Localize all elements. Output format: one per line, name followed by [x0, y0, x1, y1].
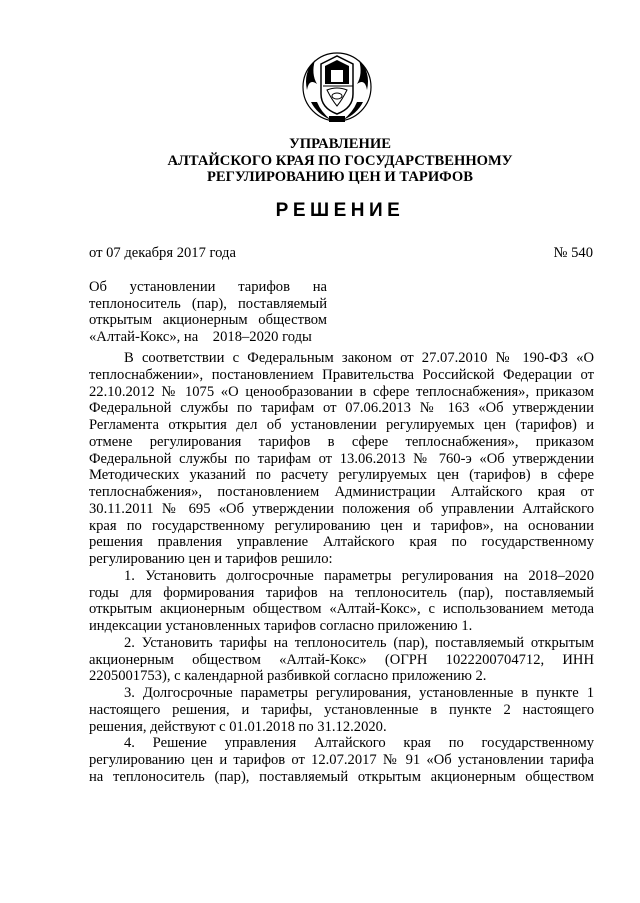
body-line: 2. Установить тарифы на теплоноситель (пар), поставляемый открытым: [124, 634, 594, 651]
body-line: годы для формирования тарифов на теплоноситель (пар), поставляемый: [89, 584, 594, 601]
document-number: № 540: [553, 245, 593, 261]
body-line: регулированию цен и тарифов решило:: [89, 551, 333, 567]
body-line: Федеральной службы по тарифам от 07.06.2013 № 163 «Об утверждении: [89, 400, 594, 417]
authority-name-line-1: УПРАВЛЕНИЕ: [289, 136, 391, 152]
body-line: 22.10.2012 № 1075 «О ценообразовании в сфере теплоснабжения», приказом: [89, 383, 594, 400]
body-line: 3. Долгосрочные параметры регулирования, установленные в пункте 1: [124, 685, 594, 701]
subject-line: «Алтай-Кокс», на 2018–2020 годы: [89, 328, 312, 345]
body-line: акционерным обществом «Алтай-Кокс» (ОГРН 1022200704712, ИНН: [89, 651, 594, 668]
body-line: 30.11.2011 № 695 «Об утверждении положения об управлении Алтайского: [89, 500, 594, 517]
subject-line: Об установлении тарифов на: [89, 279, 327, 295]
authority-name-line-3: РЕГУЛИРОВАНИЮ ЦЕН И ТАРИФОВ: [207, 169, 473, 185]
body-line: В соответствии с Федеральным законом от 27.07.2010 № 190-ФЗ «О: [124, 350, 594, 366]
body-line: Регламента открытия дел об установлении регулируемых цен (тарифов) и: [89, 417, 594, 433]
body-line: индексации установленных тарифов согласно приложению 1.: [89, 618, 473, 634]
body-line: Методических указаний по расчету регулируемых цен (тарифов) в сфере: [89, 467, 594, 484]
body-line: 2205001753), с календарной разбивкой согласно приложению 2.: [89, 668, 487, 685]
subject-line: теплоноситель (пар), поставляемый: [89, 295, 327, 312]
body-line: решения, действуют с 01.01.2018 по 31.12.2020.: [89, 718, 387, 735]
body-line: 1. Установить долгосрочные параметры регулирования на 2018–2020: [124, 567, 594, 584]
body-line: края по государственному регулированию цен и тарифов», на основании: [89, 517, 594, 534]
body-line: открытым акционерным обществом «Алтай-Кокс», с использованием метода: [89, 601, 594, 618]
body-line: решения правления управление Алтайского края по государственному: [89, 534, 594, 551]
body-line: 4. Решение управления Алтайского края по государственному: [124, 735, 594, 752]
body-line: на теплоноситель (пар), поставляемый открытым акционерным обществом: [89, 768, 594, 785]
subject-line: открытым акционерным обществом: [89, 312, 327, 329]
coat-of-arms-emblem-icon: [297, 50, 377, 126]
document-body: [89, 350, 594, 786]
body-line: отмене регулирования тарифов в сфере теплоснабжения», приказом: [89, 433, 594, 450]
body-line: теплоснабжения», постановлением Администрации Алтайского края от: [89, 484, 594, 500]
document-date: от 07 декабря 2017 года: [89, 245, 236, 261]
document-title: РЕШЕНИЕ: [275, 200, 405, 221]
body-line: настоящего решения, и тарифы, установленные в пункте 2 настоящего: [89, 701, 594, 718]
authority-name-line-2: АЛТАЙСКОГО КРАЯ ПО ГОСУДАРСТВЕННОМУ: [167, 153, 513, 169]
body-line: теплоснабжении», постановлением Правительства Российской Федерации от: [89, 366, 594, 383]
body-line: регулированию цен и тарифов от 12.07.2017 № 91 «Об установлении тарифа: [89, 752, 594, 768]
body-line: Федеральной службы по тарифам от 13.06.2013 № 760-э «Об утверждении: [89, 450, 594, 467]
document-subject: [89, 279, 327, 345]
